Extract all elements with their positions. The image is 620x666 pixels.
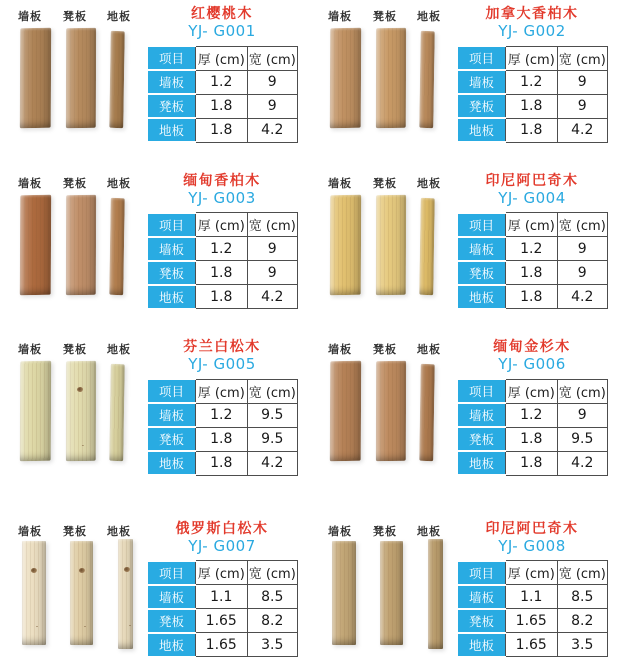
bench-board-photo: [376, 28, 406, 128]
spec-header-item: 项目: [147, 379, 195, 403]
spec-header-thickness: 厚 (cm): [505, 213, 557, 237]
bench-width-value: 9: [247, 94, 297, 118]
spec-row-label-wall: 墙板: [457, 403, 505, 427]
spec-row-bench: [457, 609, 607, 633]
floor-board-label: 地板: [107, 176, 131, 190]
wall-thickness-value: 1.2: [195, 403, 247, 427]
wall-board-label: 墙板: [328, 10, 352, 23]
bench-board-label: 凳板: [373, 343, 397, 356]
spec-row-floor: [457, 633, 607, 657]
product-panel: [0, 0, 310, 167]
product-info: [146, 173, 298, 310]
spec-header-thickness: 厚 (cm): [195, 46, 247, 70]
spec-row-floor: [457, 285, 607, 309]
spec-row-label-floor: 地板: [457, 285, 505, 309]
bench-thickness-value: 1.8: [195, 261, 247, 285]
spec-row-label-wall: 墙板: [147, 70, 195, 94]
panel-inner: [0, 167, 310, 334]
spec-header-row: [457, 379, 607, 403]
wall-board-photo: [332, 541, 356, 645]
panel-inner: [310, 0, 620, 167]
wall-board-label: 墙板: [328, 176, 352, 190]
wall-width-value: 8.5: [247, 585, 297, 609]
spec-header-row: [457, 46, 607, 70]
bench-thickness-value: 1.8: [505, 261, 557, 285]
spec-row-bench: [457, 261, 607, 285]
bench-board-photo: [376, 194, 406, 294]
spec-row-label-wall: 墙板: [147, 403, 195, 427]
spec-row-label-floor: 地板: [147, 118, 195, 142]
spec-table: [146, 212, 298, 310]
spec-row-label-floor: 地板: [457, 118, 505, 142]
bench-board-photo: [70, 541, 93, 645]
product-info: [146, 6, 298, 143]
wall-thickness-value: 1.2: [505, 237, 557, 261]
wall-width-value: 9: [557, 403, 607, 427]
spec-row-bench: [147, 427, 297, 451]
product-name: 俄罗斯白松木: [175, 520, 269, 537]
spec-table: [456, 45, 608, 143]
spec-header-width: 宽 (cm): [247, 561, 297, 585]
wall-board-label: 墙板: [18, 524, 42, 538]
floor-width-value: 3.5: [557, 633, 607, 657]
spec-table: [456, 378, 608, 476]
bench-width-value: 9.5: [247, 427, 297, 451]
spec-header-item: 项目: [457, 213, 505, 237]
floor-thickness-value: 1.8: [505, 451, 557, 475]
spec-row-wall: [457, 403, 607, 427]
floor-board-label: 地板: [417, 176, 441, 190]
bench-thickness-value: 1.8: [505, 94, 557, 118]
spec-row-label-wall: 墙板: [457, 585, 505, 609]
product-code: YJ- G004: [498, 188, 566, 207]
wall-width-value: 9: [557, 70, 607, 94]
bench-width-value: 9.5: [557, 427, 607, 451]
wall-board-label: 墙板: [328, 524, 352, 538]
spec-header-width: 宽 (cm): [247, 46, 297, 70]
wall-thickness-value: 1.1: [195, 585, 247, 609]
bench-board-photo: [376, 361, 406, 461]
spec-header-row: [457, 213, 607, 237]
spec-header-width: 宽 (cm): [557, 213, 607, 237]
wall-board-photo: [330, 194, 362, 295]
bench-thickness-value: 1.8: [195, 94, 247, 118]
product-code: YJ- G005: [188, 355, 256, 373]
bench-board-photo: [66, 361, 96, 461]
spec-row-wall: [457, 70, 607, 94]
spec-row-label-wall: 墙板: [457, 70, 505, 94]
floor-board-label: 地板: [417, 524, 441, 538]
spec-row-floor: [147, 285, 297, 309]
spec-header-row: [147, 213, 297, 237]
spec-row-label-wall: 墙板: [147, 585, 195, 609]
bench-width-value: 9: [557, 261, 607, 285]
spec-header-width: 宽 (cm): [247, 379, 297, 403]
wall-width-value: 9: [247, 237, 297, 261]
panel-inner: [0, 0, 310, 167]
product-code: YJ- G001: [188, 22, 256, 40]
wall-board-label: 墙板: [18, 176, 42, 190]
floor-board-photo: [419, 31, 435, 129]
product-panel: [0, 167, 310, 334]
bench-board-photo: [66, 28, 96, 128]
product-name: 芬兰白松木: [183, 339, 261, 355]
floor-thickness-value: 1.8: [505, 285, 557, 309]
floor-board-label: 地板: [417, 343, 441, 356]
product-panel: [0, 500, 310, 666]
spec-row-bench: [457, 427, 607, 451]
panel-inner: [0, 333, 310, 500]
spec-row-floor: [457, 118, 607, 142]
wall-width-value: 9: [557, 237, 607, 261]
floor-thickness-value: 1.65: [505, 633, 557, 657]
wall-board-photo: [330, 28, 362, 129]
spec-row-wall: [147, 237, 297, 261]
floor-width-value: 4.2: [247, 118, 297, 142]
spec-row-wall: [147, 585, 297, 609]
floor-board-photo: [118, 539, 133, 649]
wall-thickness-value: 1.1: [505, 585, 557, 609]
floor-board-photo: [109, 197, 125, 295]
spec-row-label-bench: 凳板: [457, 261, 505, 285]
bench-board-label: 凳板: [63, 176, 87, 190]
floor-board-photo: [109, 31, 125, 129]
product-name: 缅甸香柏木: [183, 172, 261, 189]
wall-board-photo: [20, 194, 52, 295]
product-info: [456, 339, 608, 476]
floor-board-photo: [419, 197, 435, 295]
spec-row-floor: [457, 451, 607, 475]
product-code: YJ- G003: [188, 188, 256, 207]
bench-board-label: 凳板: [63, 10, 87, 23]
wall-board-photo: [20, 28, 52, 129]
bench-width-value: 9: [247, 261, 297, 285]
spec-header-item: 项目: [457, 379, 505, 403]
bench-thickness-value: 1.8: [505, 427, 557, 451]
spec-table: [456, 212, 608, 310]
spec-row-label-wall: 墙板: [147, 237, 195, 261]
spec-row-floor: [147, 451, 297, 475]
spec-header-thickness: 厚 (cm): [505, 46, 557, 70]
spec-row-wall: [147, 403, 297, 427]
bench-thickness-value: 1.8: [195, 427, 247, 451]
bench-board-label: 凳板: [373, 524, 397, 538]
product-panel: [310, 333, 620, 500]
spec-row-label-floor: 地板: [147, 633, 195, 657]
spec-header-item: 项目: [457, 561, 505, 585]
spec-header-item: 项目: [147, 561, 195, 585]
product-panel: [310, 0, 620, 167]
spec-header-thickness: 厚 (cm): [195, 213, 247, 237]
spec-row-label-bench: 凳板: [457, 427, 505, 451]
spec-row-label-bench: 凳板: [147, 427, 195, 451]
wall-board-photo: [330, 361, 362, 462]
product-name: 印尼阿巴奇木: [485, 520, 579, 537]
wall-width-value: 9: [247, 70, 297, 94]
wall-thickness-value: 1.2: [505, 70, 557, 94]
spec-header-row: [147, 561, 297, 585]
spec-row-label-bench: 凳板: [457, 609, 505, 633]
wall-board-photo: [20, 361, 52, 462]
spec-row-label-bench: 凳板: [457, 94, 505, 118]
spec-header-width: 宽 (cm): [557, 561, 607, 585]
product-info: [146, 339, 298, 476]
floor-width-value: 4.2: [557, 285, 607, 309]
floor-board-photo: [109, 364, 125, 462]
floor-width-value: 4.2: [557, 451, 607, 475]
product-name: 印尼阿巴奇木: [485, 172, 579, 189]
spec-row-bench: [147, 609, 297, 633]
spec-table: [146, 378, 298, 476]
floor-thickness-value: 1.65: [195, 633, 247, 657]
bench-board-photo: [380, 541, 403, 645]
spec-header-width: 宽 (cm): [557, 46, 607, 70]
spec-header-item: 项目: [147, 213, 195, 237]
spec-header-row: [457, 561, 607, 585]
spec-table: [146, 45, 298, 143]
panel-inner: [310, 515, 620, 666]
product-name: 加拿大香柏木: [485, 6, 579, 22]
spec-row-label-bench: 凳板: [147, 609, 195, 633]
spec-row-label-floor: 地板: [457, 633, 505, 657]
product-info: [146, 521, 298, 658]
floor-width-value: 4.2: [247, 451, 297, 475]
spec-row-label-bench: 凳板: [147, 261, 195, 285]
bench-width-value: 8.2: [247, 609, 297, 633]
wall-width-value: 9.5: [247, 403, 297, 427]
spec-row-bench: [147, 261, 297, 285]
wall-thickness-value: 1.2: [195, 237, 247, 261]
bench-board-label: 凳板: [63, 343, 87, 356]
floor-thickness-value: 1.8: [505, 118, 557, 142]
floor-board-label: 地板: [107, 524, 131, 538]
floor-board-label: 地板: [417, 10, 441, 23]
product-code: YJ- G002: [498, 22, 566, 40]
floor-board-photo: [428, 539, 443, 649]
spec-table: [146, 560, 298, 658]
floor-board-label: 地板: [107, 10, 131, 23]
spec-header-width: 宽 (cm): [557, 379, 607, 403]
spec-row-label-wall: 墙板: [457, 237, 505, 261]
spec-header-thickness: 厚 (cm): [505, 561, 557, 585]
product-info: [456, 6, 608, 143]
spec-header-thickness: 厚 (cm): [195, 561, 247, 585]
spec-header-item: 项目: [457, 46, 505, 70]
spec-row-bench: [147, 94, 297, 118]
floor-thickness-value: 1.8: [195, 118, 247, 142]
panel-inner: [0, 515, 310, 666]
wall-thickness-value: 1.2: [195, 70, 247, 94]
floor-thickness-value: 1.8: [195, 285, 247, 309]
product-info: [456, 173, 608, 310]
product-panel: [0, 333, 310, 500]
product-code: YJ- G006: [498, 355, 566, 373]
bench-width-value: 9: [557, 94, 607, 118]
wall-width-value: 8.5: [557, 585, 607, 609]
bench-board-label: 凳板: [373, 176, 397, 190]
wall-thickness-value: 1.2: [505, 403, 557, 427]
bench-thickness-value: 1.65: [505, 609, 557, 633]
spec-row-label-bench: 凳板: [147, 94, 195, 118]
bench-width-value: 8.2: [557, 609, 607, 633]
wall-board-photo: [22, 541, 46, 645]
spec-row-wall: [457, 237, 607, 261]
product-panel: [310, 167, 620, 334]
spec-header-row: [147, 46, 297, 70]
panel-inner: [310, 167, 620, 334]
bench-board-photo: [66, 194, 96, 294]
wall-board-label: 墙板: [18, 10, 42, 23]
floor-width-value: 4.2: [247, 285, 297, 309]
product-info: [456, 521, 608, 658]
spec-row-wall: [147, 70, 297, 94]
spec-header-row: [147, 379, 297, 403]
floor-width-value: 4.2: [557, 118, 607, 142]
spec-row-floor: [147, 633, 297, 657]
panel-inner: [310, 333, 620, 500]
bench-board-label: 凳板: [63, 524, 87, 538]
bench-board-label: 凳板: [373, 10, 397, 23]
product-code: YJ- G008: [498, 536, 566, 555]
spec-row-label-floor: 地板: [147, 285, 195, 309]
product-name: 红樱桃木: [191, 6, 253, 22]
floor-width-value: 3.5: [247, 633, 297, 657]
product-code: YJ- G007: [188, 536, 256, 555]
wall-board-label: 墙板: [328, 343, 352, 356]
spec-header-thickness: 厚 (cm): [195, 379, 247, 403]
spec-row-label-floor: 地板: [457, 451, 505, 475]
spec-header-item: 项目: [147, 46, 195, 70]
product-panel: [310, 500, 620, 666]
spec-row-floor: [147, 118, 297, 142]
floor-thickness-value: 1.8: [195, 451, 247, 475]
spec-row-bench: [457, 94, 607, 118]
floor-board-photo: [419, 364, 435, 462]
spec-table: [456, 560, 608, 658]
spec-header-thickness: 厚 (cm): [505, 379, 557, 403]
bench-thickness-value: 1.65: [195, 609, 247, 633]
wall-board-label: 墙板: [18, 343, 42, 356]
spec-header-width: 宽 (cm): [247, 213, 297, 237]
spec-row-label-floor: 地板: [147, 451, 195, 475]
floor-board-label: 地板: [107, 343, 131, 356]
product-name: 缅甸金杉木: [493, 339, 571, 355]
spec-row-wall: [457, 585, 607, 609]
